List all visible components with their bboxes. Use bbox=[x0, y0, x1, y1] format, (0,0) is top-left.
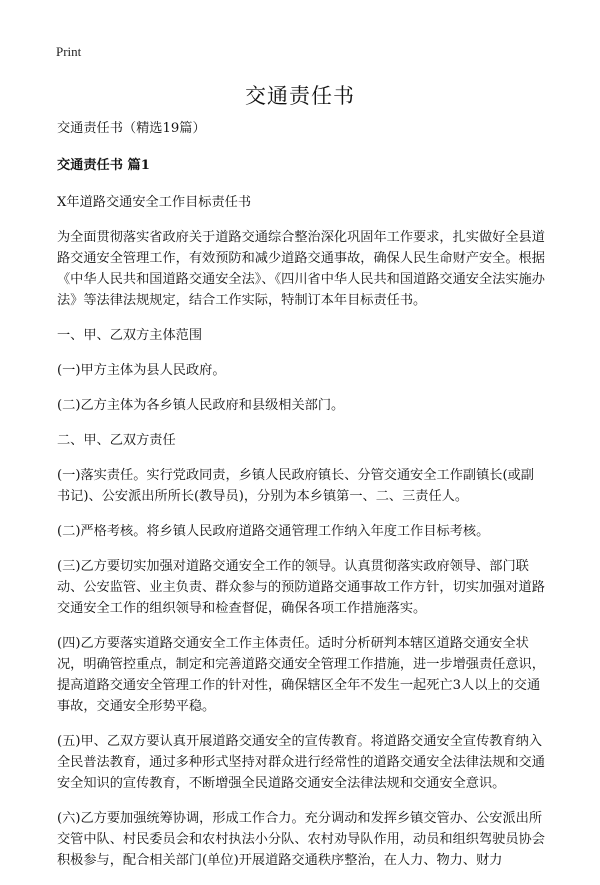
paragraph-4: (二)乙方主体为各乡镇人民政府和县级相关部门。 bbox=[57, 398, 345, 413]
paragraph-2: 一、甲、乙双方主体范围 bbox=[57, 328, 203, 343]
section-heading: 交通责任书 篇1 bbox=[57, 158, 150, 173]
document-subtitle: 交通责任书（精选19篇） bbox=[57, 121, 206, 136]
document-title: 交通责任书 bbox=[245, 84, 355, 108]
paragraph-8: (三)乙方要切实加强对道路交通安全工作的领导。认真贯彻落实政府领导、部门联动、公安监管、业主负责、群众参与的预防道路交通事故工作方针，切实加强对道路交通安全工作的组织领导和检查督促，确保各项工作措施落实。 bbox=[57, 559, 545, 616]
document-body bbox=[57, 118, 547, 885]
paragraph-7: (二)严格考核。将乡镇人民政府道路交通管理工作纳入年度工作目标考核。 bbox=[57, 524, 490, 539]
paragraph-11: (六)乙方要加强统筹协调，形成工作合力。充分调动和发挥乡镇交管办、公安派出所交管中队、村民委员会和农村执法小分队、农村劝导队作用，动员和组织驾驶员协会积极参与，配合相关部门(单位)开展道路交通秩序整治，在人力、物力、财力 bbox=[57, 811, 545, 868]
paragraph-5: 二、甲、乙双方责任 bbox=[57, 433, 176, 448]
paragraph-0: X年道路交通安全工作目标责任书 bbox=[57, 195, 252, 210]
paragraph-6: (一)落实责任。实行党政同责，乡镇人民政府镇长、分管交通安全工作副镇长(或副书记)、公安派出所所长(教导员)，分别为本乡镇第一、二、三责任人。 bbox=[57, 468, 534, 504]
paragraph-3: (一)甲方主体为县人民政府。 bbox=[57, 363, 226, 378]
print-label: Print bbox=[56, 44, 82, 59]
paragraph-1: 为全面贯彻落实省政府关于道路交通综合整治深化巩固年工作要求，扎实做好全县道路交通安全管理工作，有效预防和减少道路交通事故，确保人民生命财产安全。根据《中华人民共和国道路交通安全法》、《四川省中华人民共和国道路交通安全法实施办法》等法律法规规定，结合工作实际，特制订本年目标责任书。 bbox=[57, 230, 545, 308]
paragraph-9: (四)乙方要落实道路交通安全工作主体责任。适时分析研判本辖区道路交通安全状况，明确管控重点，制定和完善道路交通安全管理工作措施，进一步增强责任意识，提高道路交通安全管理工作的针对性，确保辖区全年不发生一起死亡3人以上的交通事故，交通安全形势平稳。 bbox=[57, 636, 545, 714]
paragraph-10: (五)甲、乙双方要认真开展道路交通安全的宣传教育。将道路交通安全宣传教育纳入全民普法教育，通过多种形式坚持对群众进行经常性的道路交通安全法律法规和交通安全知识的宣传教育，不断增强全民道路交通安全法律法规和交通安全意识。 bbox=[57, 734, 545, 791]
